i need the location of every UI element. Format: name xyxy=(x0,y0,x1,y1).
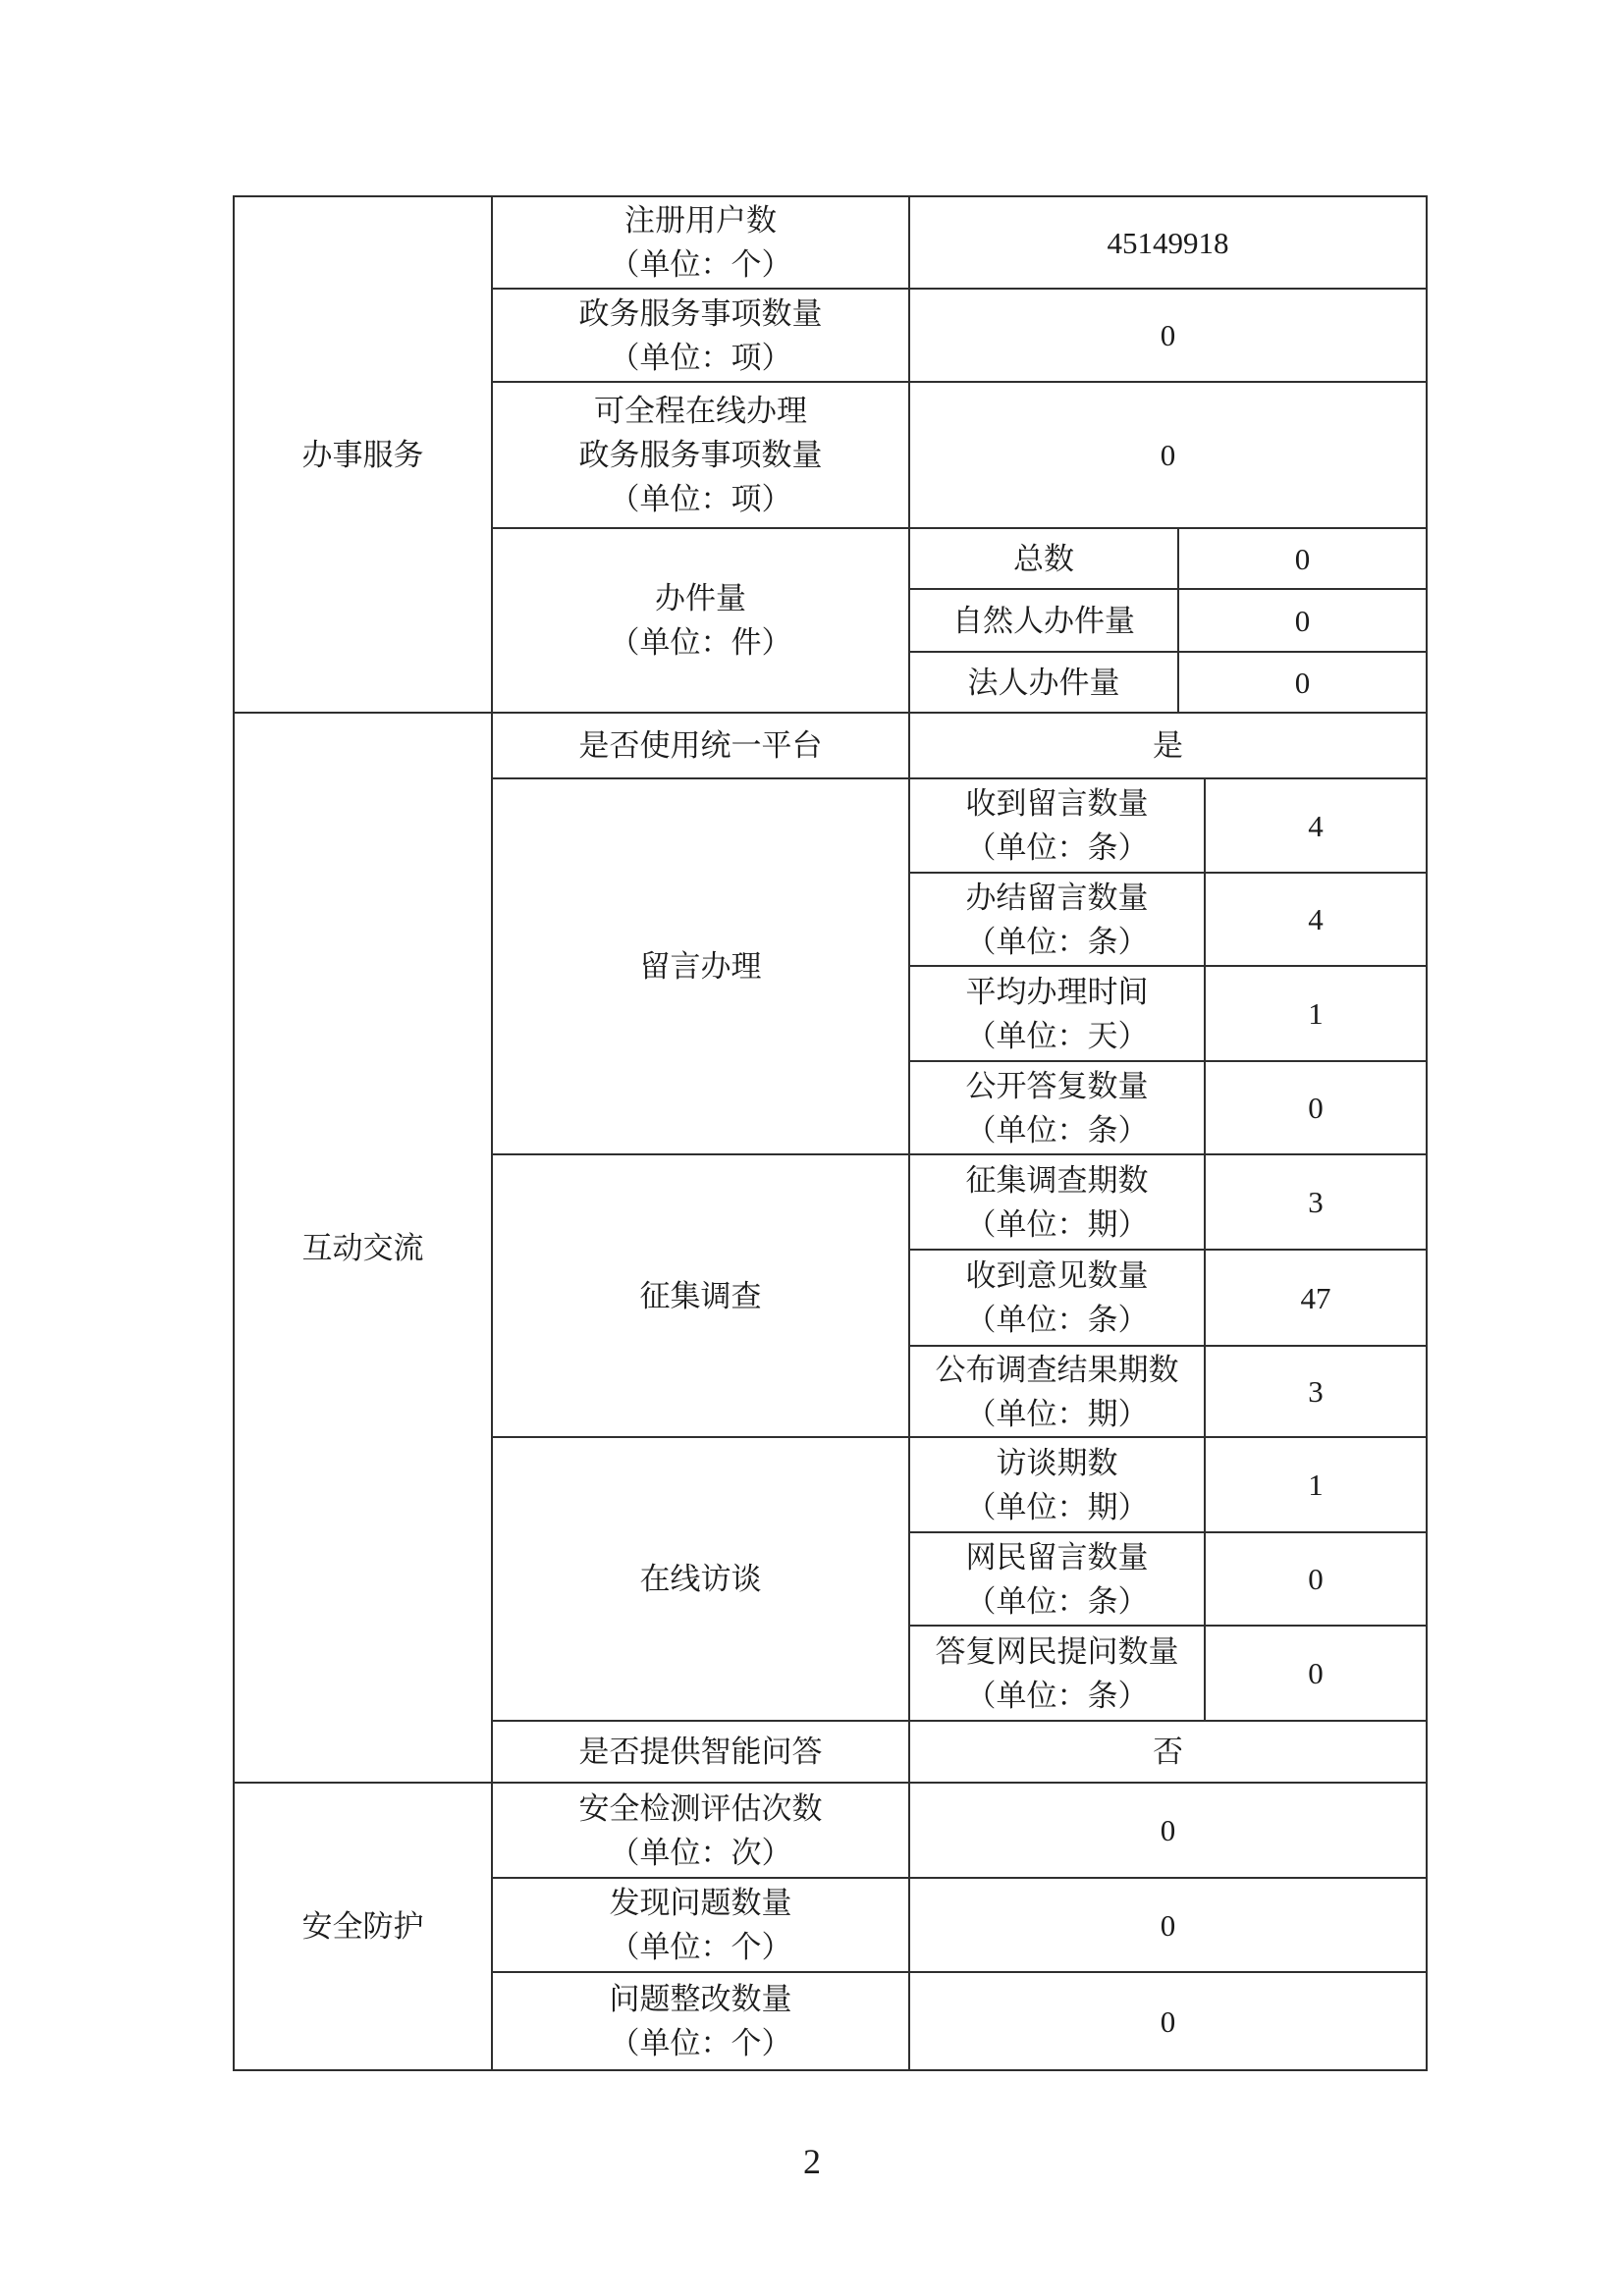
survey-periods-label xyxy=(909,1154,1205,1250)
volume-legal-value: 0 xyxy=(1178,652,1427,713)
msg-received-label-line1: 收到留言数量 xyxy=(965,786,1149,821)
interview-messages-label-line2: （单位：条） xyxy=(965,1583,1149,1619)
msg-received-label-line2: （单位：条） xyxy=(965,830,1149,865)
msg-public-reply-label-line1: 公开答复数量 xyxy=(965,1068,1149,1103)
security-checks-label-line1: 安全检测评估次数 xyxy=(578,1790,823,1826)
page-number: 2 xyxy=(803,2142,821,2181)
registered-users-value: 45149918 xyxy=(909,196,1427,289)
registered-users-label-line1: 注册用户数 xyxy=(624,203,777,238)
online-items-label xyxy=(492,382,909,528)
msg-completed-value: 4 xyxy=(1205,873,1427,966)
interview-replies-label-line1: 答复网民提问数量 xyxy=(935,1633,1179,1669)
online-items-label-line1: 可全程在线办理 xyxy=(594,394,807,428)
service-items-value: 0 xyxy=(909,289,1427,382)
problems-fixed-label-line1: 问题整改数量 xyxy=(609,1982,792,2016)
service-items-label-line1: 政务服务事项数量 xyxy=(578,295,823,331)
interview-periods-value: 1 xyxy=(1205,1437,1427,1532)
group-security-label: 安全防护 xyxy=(234,1783,492,2070)
group-service-label: 办事服务 xyxy=(234,196,492,713)
msg-received-value: 4 xyxy=(1205,778,1427,873)
interview-replies-label-line2: （单位：条） xyxy=(965,1678,1149,1713)
message-handling-label: 留言办理 xyxy=(492,778,909,1154)
survey-results-label-line2: （单位：期） xyxy=(965,1396,1149,1431)
msg-completed-label-line2: （单位：条） xyxy=(965,924,1149,959)
volume-natural-value: 0 xyxy=(1178,589,1427,652)
statistics-table xyxy=(233,195,1428,2071)
interview-periods-label-line2: （单位：期） xyxy=(965,1489,1149,1524)
msg-received-label xyxy=(909,778,1205,873)
survey-results-label xyxy=(909,1346,1205,1437)
interview-messages-label xyxy=(909,1532,1205,1626)
interview-periods-label xyxy=(909,1437,1205,1532)
survey-opinions-label-line2: （单位：条） xyxy=(965,1303,1149,1337)
online-items-label-line3: （单位：项） xyxy=(609,482,792,516)
interview-replies-label xyxy=(909,1626,1205,1721)
survey-opinions-label-line1: 收到意见数量 xyxy=(965,1258,1149,1293)
problems-found-label-line1: 发现问题数量 xyxy=(609,1886,792,1920)
msg-completed-label xyxy=(909,873,1205,966)
online-items-value: 0 xyxy=(909,382,1427,528)
security-checks-label-line2: （单位：次） xyxy=(609,1835,792,1870)
msg-avg-time-label-line1: 平均办理时间 xyxy=(965,974,1149,1009)
volume-natural-label: 自然人办件量 xyxy=(909,589,1178,652)
survey-results-label-line1: 公布调查结果期数 xyxy=(935,1352,1179,1387)
security-checks-value: 0 xyxy=(909,1783,1427,1878)
volume-total-value: 0 xyxy=(1178,528,1427,589)
smart-qa-value: 否 xyxy=(909,1721,1427,1783)
volume-legal-label: 法人办件量 xyxy=(909,652,1178,713)
volume-label-line2: （单位：件） xyxy=(609,625,792,660)
problems-found-label xyxy=(492,1878,909,1972)
registered-users-label xyxy=(492,196,909,289)
survey-periods-label-line2: （单位：期） xyxy=(965,1206,1149,1242)
unified-platform-label: 是否使用统一平台 xyxy=(492,713,909,778)
msg-completed-label-line1: 办结留言数量 xyxy=(965,880,1149,915)
problems-found-value: 0 xyxy=(909,1878,1427,1972)
registered-users-label-line2: （单位：个） xyxy=(609,247,792,282)
interview-messages-value: 0 xyxy=(1205,1532,1427,1626)
survey-opinions-value: 47 xyxy=(1205,1250,1427,1346)
survey-label: 征集调查 xyxy=(492,1154,909,1437)
msg-public-reply-value: 0 xyxy=(1205,1061,1427,1154)
msg-avg-time-label xyxy=(909,966,1205,1061)
online-items-label-line2: 政务服务事项数量 xyxy=(578,438,823,472)
interview-periods-label-line1: 访谈期数 xyxy=(996,1445,1118,1480)
problems-fixed-label xyxy=(492,1972,909,2070)
msg-public-reply-label-line2: （单位：条） xyxy=(965,1112,1149,1148)
service-items-label-line2: （单位：项） xyxy=(609,340,792,375)
security-checks-label xyxy=(492,1783,909,1878)
survey-opinions-label xyxy=(909,1250,1205,1346)
survey-periods-value: 3 xyxy=(1205,1154,1427,1250)
unified-platform-value: 是 xyxy=(909,713,1427,778)
smart-qa-label: 是否提供智能问答 xyxy=(492,1721,909,1783)
volume-label xyxy=(492,528,909,713)
survey-results-value: 3 xyxy=(1205,1346,1427,1437)
service-items-label xyxy=(492,289,909,382)
msg-avg-time-value: 1 xyxy=(1205,966,1427,1061)
interview-replies-value: 0 xyxy=(1205,1626,1427,1721)
problems-found-label-line2: （单位：个） xyxy=(609,1930,792,1964)
msg-public-reply-label xyxy=(909,1061,1205,1154)
volume-total-label: 总数 xyxy=(909,528,1178,589)
problems-fixed-label-line2: （单位：个） xyxy=(609,2026,792,2060)
volume-label-line1: 办件量 xyxy=(655,581,746,615)
interview-messages-label-line1: 网民留言数量 xyxy=(965,1539,1149,1575)
problems-fixed-value: 0 xyxy=(909,1972,1427,2070)
msg-avg-time-label-line2: （单位：天） xyxy=(965,1018,1149,1053)
survey-periods-label-line1: 征集调查期数 xyxy=(965,1162,1149,1198)
interview-label: 在线访谈 xyxy=(492,1437,909,1721)
group-interaction-label: 互动交流 xyxy=(234,713,492,1783)
